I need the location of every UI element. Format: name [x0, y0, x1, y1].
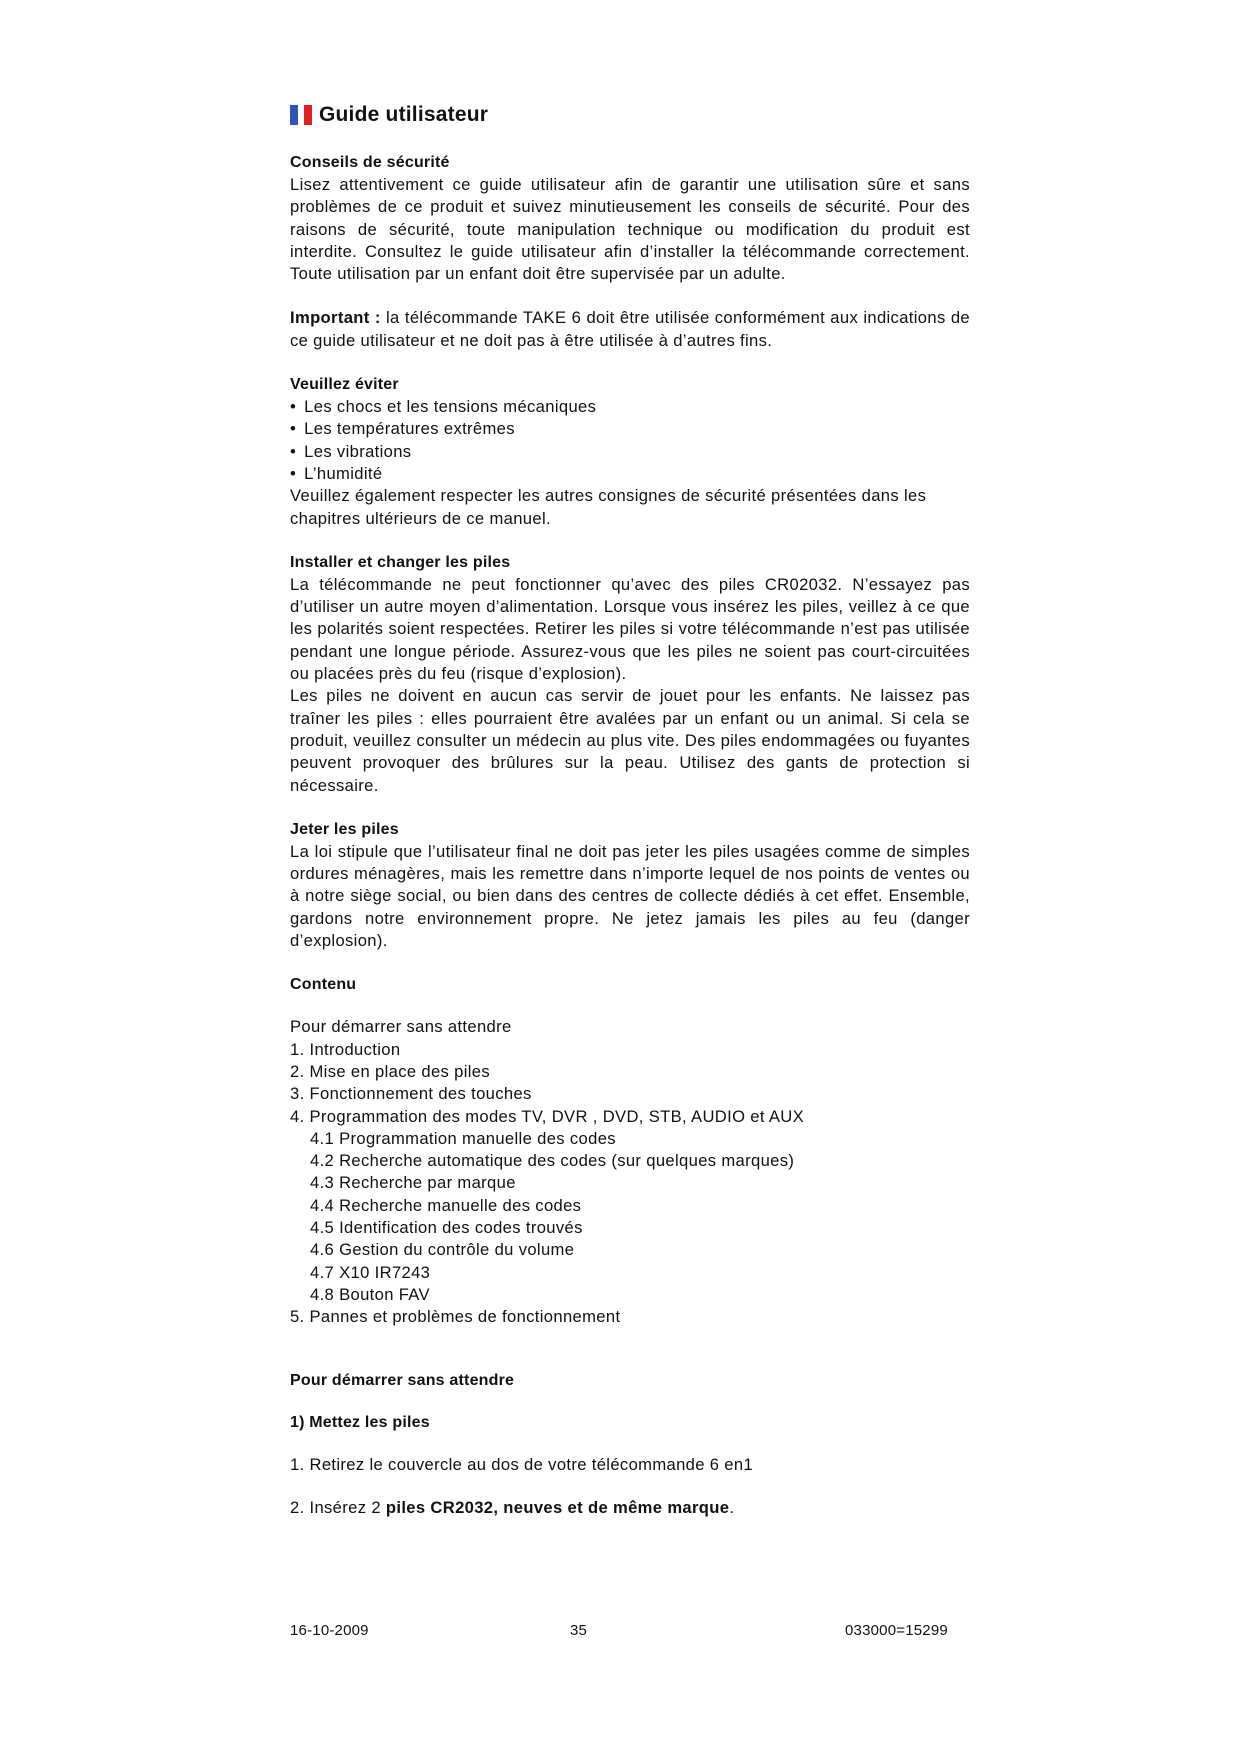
- avoid-text: Veuillez également respecter les autres consignes de sécurité présentées dans les chapitres ultérieurs de ce manuel.: [290, 486, 927, 528]
- toc-subitem: 4.3 Recherche par marque: [310, 1173, 516, 1193]
- important-label: Important :: [290, 308, 381, 328]
- french-flag-icon: [290, 105, 312, 125]
- toc-subitem: 4.8 Bouton FAV: [310, 1284, 430, 1304]
- document-page: [290, 98, 970, 1519]
- disposal-heading: Jeter les piles: [290, 820, 399, 838]
- toc-subitem: 4.7 X10 IR7243: [310, 1262, 431, 1282]
- disposal-section: [290, 819, 970, 952]
- step-2-bold: piles CR2032, neuves et de même marque: [385, 1497, 730, 1517]
- batteries-section: [290, 552, 970, 797]
- list-item: • L’humidité: [290, 463, 970, 485]
- list-item: • Les chocs et les tensions mécaniques: [290, 396, 970, 418]
- table-of-contents: [290, 1039, 970, 1329]
- list-item: • Les températures extrêmes: [290, 418, 970, 440]
- toc-item: 1. Introduction: [290, 1039, 401, 1059]
- toc-subitem: 4.2 Recherche automatique des codes (sur quelques marques): [310, 1151, 795, 1171]
- disposal-text: La loi stipule que l’utilisateur final ne doit pas jeter les piles usagées comme de simples ordures ménagères, mais les remettre dans n’importe lequel de nos points de ventes ou à notre siège social, ou bien dans des centres de collecte dédiés à cet effet. Ensemble, gardons notre environnement propre. Ne jetez jamais les piles au feu (danger d’explosion).: [290, 841, 970, 951]
- batteries-paragraph-2: Les piles ne doivent en aucun cas servir de jouet pour les enfants. Ne laissez pas traîner les piles : elles pourraient être avalées par un enfant ou un animal. Si cela se produit, veuillez consulter un médecin au plus vite. Des piles endommagées ou fuyantes peuvent provoquer des brûlures sur la peau. Utilisez des gants de protection si nécessaire.: [290, 686, 970, 795]
- toc-subitem: 4.1 Programmation manuelle des codes: [310, 1128, 616, 1148]
- contents-section: [290, 974, 970, 1328]
- important-text: la télécommande TAKE 6 doit être utilisée conformément aux indications de ce guide utilisateur et ne doit pas à être utilisée à d’autres fins.: [290, 308, 970, 350]
- step-2: [290, 1497, 970, 1519]
- footer-reference: 033000=15299: [845, 1622, 948, 1639]
- quickstart-section: [290, 1370, 970, 1519]
- toc-subitem: 4.4 Recherche manuelle des codes: [310, 1195, 582, 1215]
- batteries-paragraph-1: La télécommande ne peut fonctionner qu’avec des piles CR02032. N’essayez pas d’utiliser un autre moyen d’alimentation. Lorsque vous insérez les piles, veillez à ce que les polarités soient respectées. Retirer les piles si votre télécommande n’est pas utilisée pendant une longue période. Assurez-vous que les piles ne soient pas court-circuitées ou placées près du feu (risque d’explosion).: [290, 574, 970, 684]
- step-heading: 1) Mettez les piles: [290, 1414, 430, 1432]
- important-paragraph: [290, 307, 970, 352]
- step-2-prefix: 2. Insérez 2: [290, 1497, 386, 1517]
- footer-page-number: 35: [570, 1622, 588, 1639]
- page-title: Guide utilisateur: [319, 103, 489, 126]
- toc-item: 2. Mise en place des piles: [290, 1061, 491, 1081]
- safety-text: Lisez attentivement ce guide utilisateur afin de garantir une utilisation sûre et sans problèmes de ce produit et suivez minutieusement les conseils de sécurité. Pour des raisons de sécurité, toute manipulation technique ou modification du produit est interdite. Consultez le guide utilisateur afin d’installer la télécommande correctement. Toute utilisation par un enfant doit être supervisée par un adulte.: [290, 175, 970, 284]
- avoid-section: [290, 374, 970, 530]
- footer-date: 16-10-2009: [290, 1622, 369, 1639]
- toc-item: 4. Programmation des modes TV, DVR , DVD, STB, AUDIO et AUX: [290, 1106, 805, 1126]
- safety-section: [290, 152, 970, 285]
- title-row: [290, 98, 970, 132]
- avoid-heading: Veuillez éviter: [290, 376, 399, 394]
- safety-heading: Conseils de sécurité: [290, 154, 450, 171]
- step-2-suffix: .: [729, 1497, 735, 1517]
- important-section: [290, 307, 970, 352]
- contents-intro: Pour démarrer sans attendre: [290, 1017, 512, 1037]
- avoid-list: [290, 396, 970, 485]
- list-item: • Les vibrations: [290, 441, 970, 463]
- step-1: 1. Retirez le couvercle au dos de votre télécommande 6 en1: [290, 1455, 754, 1475]
- toc-item: 5. Pannes et problèmes de fonctionnement: [290, 1307, 621, 1327]
- toc-item: 3. Fonctionnement des touches: [290, 1084, 532, 1104]
- batteries-heading: Installer et changer les piles: [290, 553, 511, 571]
- toc-subitem: 4.5 Identification des codes trouvés: [310, 1217, 583, 1237]
- quickstart-heading: Pour démarrer sans attendre: [290, 1372, 515, 1390]
- contents-heading: Contenu: [290, 976, 357, 994]
- toc-subitem: 4.6 Gestion du contrôle du volume: [310, 1240, 575, 1260]
